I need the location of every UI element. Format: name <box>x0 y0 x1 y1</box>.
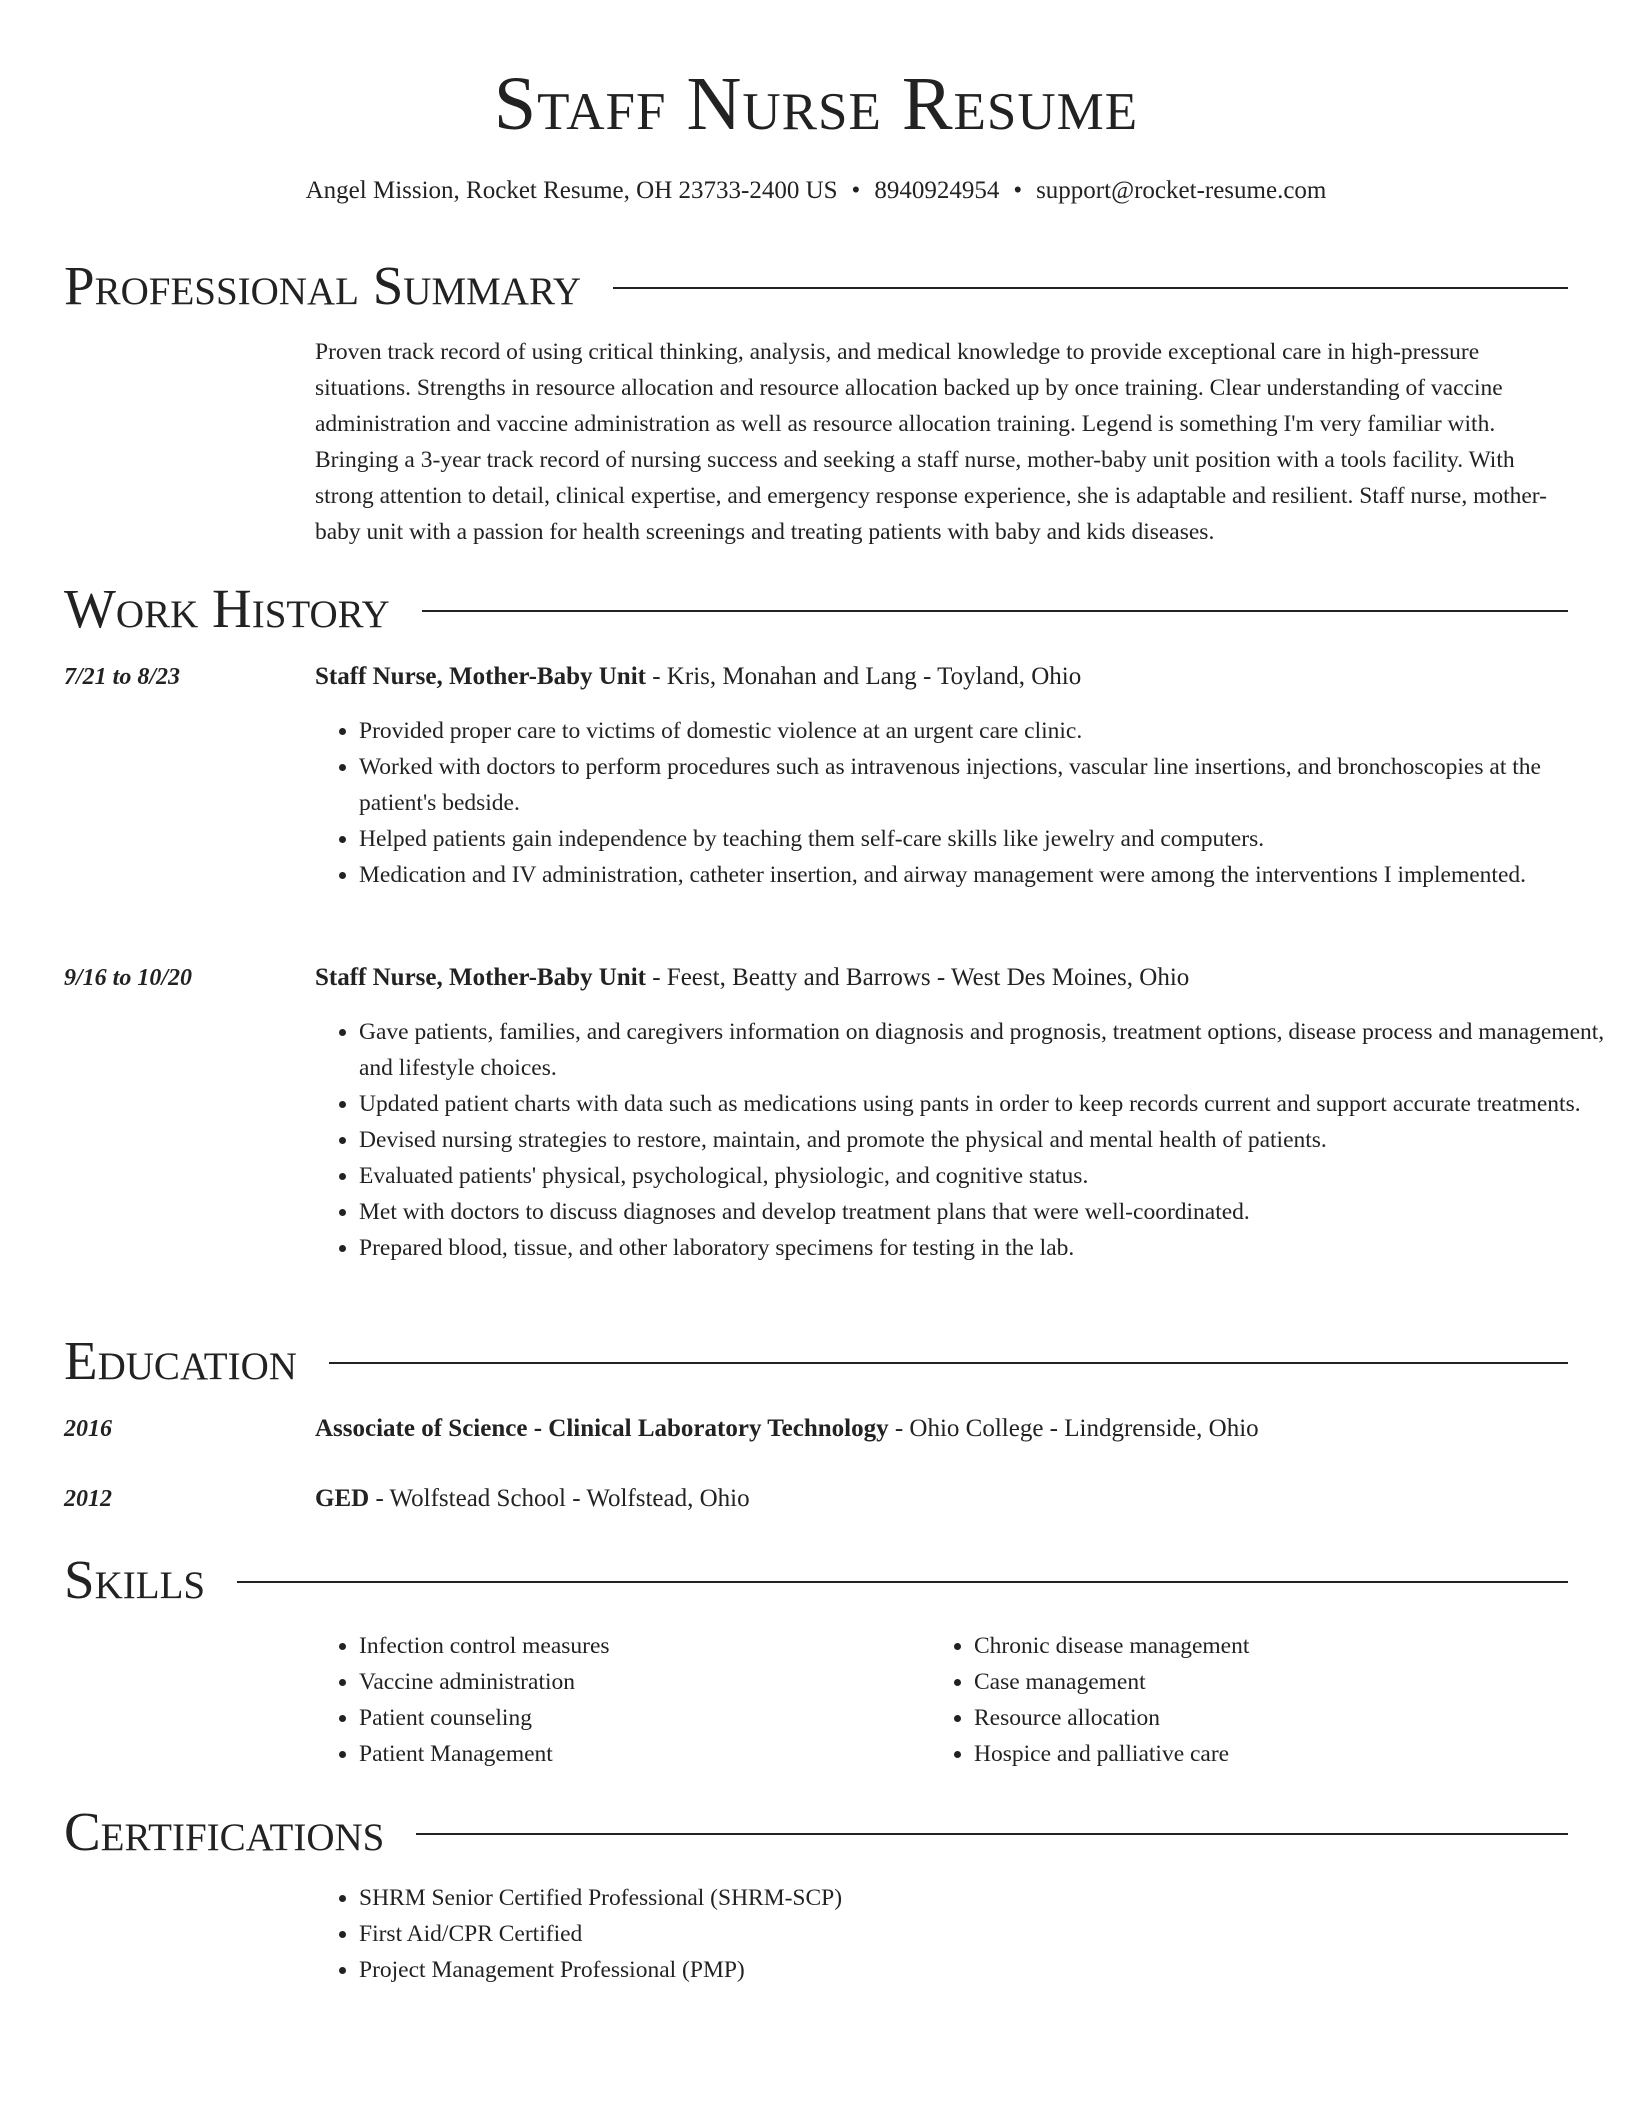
section-divider <box>237 1581 1568 1583</box>
section-divider <box>416 1833 1568 1835</box>
certification-item: • SHRM Senior Certified Professional (SHRM-SCP) <box>359 1880 1259 1916</box>
job-bullet: • Helped patients gain independence by teaching them self-care skills like jewelry and computers. <box>359 821 1614 857</box>
section-title-education: Education <box>64 1330 297 1391</box>
skill-item: • Chronic disease management <box>974 1628 1574 1664</box>
job-bullet: • Met with doctors to discuss diagnoses and develop treatment plans that were well-coordinated. <box>359 1194 1614 1230</box>
job-title-line <box>315 661 1570 693</box>
job-bullets <box>315 1014 1614 1266</box>
education-year: 2016 <box>64 1416 112 1442</box>
education-school: - Wolfstead School - Wolfstead, Ohio <box>369 1485 750 1512</box>
section-title-skills: Skills <box>64 1549 206 1610</box>
separator-dot: • <box>851 177 861 204</box>
skill-item: • Patient counseling <box>359 1700 919 1736</box>
job-bullet: • Updated patient charts with data such as medications using pants in order to keep records current and support accurate treatments. <box>359 1086 1614 1122</box>
job-role: Staff Nurse, Mother-Baby Unit <box>315 663 646 690</box>
skill-item: • Infection control measures <box>359 1628 919 1664</box>
skill-item: • Resource allocation <box>974 1700 1574 1736</box>
education-line <box>315 1413 1570 1445</box>
skill-item: • Patient Management <box>359 1736 919 1772</box>
summary-paragraph: Proven track record of using critical thinking, analysis, and medical knowledge to provide exceptional care in high-pressure situations. Strengths in resource allocation and resource allocation backed up by once training. Clear understanding of vaccine administration and vaccine administration as well as resource allocation training. Legend is something I'm very familiar with. Bringing a 3-year track record of nursing success and seeking a staff nurse, mother-baby unit position with a tools facility. With strong attention to detail, clinical expertise, and emergency response experience, she is adaptable and resilient. Staff nurse, mother-baby unit with a passion for health screenings and treating patients with baby and kids diseases. <box>315 339 1547 545</box>
job-role: Staff Nurse, Mother-Baby Unit <box>315 964 646 991</box>
job-bullet: • Devised nursing strategies to restore, maintain, and promote the physical and mental health of patients. <box>359 1122 1614 1158</box>
job-bullet: • Evaluated patients' physical, psychological, physiologic, and cognitive status. <box>359 1158 1614 1194</box>
section-title-certifications: Certifications <box>64 1801 385 1862</box>
skill-item: • Hospice and palliative care <box>974 1736 1574 1772</box>
job-title-line <box>315 962 1570 994</box>
job-bullet: • Gave patients, families, and caregivers information on diagnosis and prognosis, treatment options, disease process and management, and lifestyle choices. <box>359 1014 1614 1086</box>
job-employer: - Kris, Monahan and Lang - Toyland, Ohio <box>645 663 1082 690</box>
education-school: - Ohio College - Lindgrenside, Ohio <box>888 1415 1259 1442</box>
certification-item: • First Aid/CPR Certified <box>359 1916 1259 1952</box>
certification-item: • Project Management Professional (PMP) <box>359 1952 1259 1988</box>
job-bullet: • Worked with doctors to perform procedures such as intravenous injections, vascular line insertions, and bronchoscopies at the patient's bedside. <box>359 749 1614 821</box>
job-dates: 9/16 to 10/20 <box>64 965 193 991</box>
education-line <box>315 1483 1570 1515</box>
contact-email: support@rocket-resume.com <box>1036 177 1327 204</box>
job-employer: - Feest, Beatty and Barrows - West Des Moines, Ohio <box>645 964 1190 991</box>
job-dates: 7/21 to 8/23 <box>64 664 181 690</box>
job-bullet: • Prepared blood, tissue, and other laboratory specimens for testing in the lab. <box>359 1230 1614 1266</box>
section-header-work-history <box>64 578 1568 640</box>
contact-address: Angel Mission, Rocket Resume, OH 23733-2400 US <box>305 177 838 204</box>
section-header-certifications <box>64 1801 1568 1863</box>
section-divider <box>329 1362 1568 1364</box>
contact-phone: 8940924954 <box>874 177 1000 204</box>
skill-item: • Vaccine administration <box>359 1664 919 1700</box>
section-header-education <box>64 1330 1568 1392</box>
job-bullets <box>315 713 1614 893</box>
section-title-summary: Professional Summary <box>64 255 582 316</box>
certifications-list <box>315 1880 1259 1988</box>
contact-line <box>0 175 1632 207</box>
separator-dot: • <box>1013 177 1023 204</box>
section-divider <box>422 610 1568 612</box>
skill-item: • Case management <box>974 1664 1574 1700</box>
education-degree: Associate of Science - Clinical Laboratory Technology <box>315 1415 889 1442</box>
section-title-work-history: Work History <box>64 578 390 639</box>
education-year: 2012 <box>64 1486 112 1512</box>
job-bullet: • Provided proper care to victims of domestic violence at an urgent care clinic. <box>359 713 1614 749</box>
job-bullet: • Medication and IV administration, catheter insertion, and airway management were among the interventions I implemented. <box>359 857 1614 893</box>
section-divider <box>613 287 1568 289</box>
section-header-summary <box>64 255 1568 317</box>
education-degree: GED <box>315 1485 370 1512</box>
skills-list-right <box>930 1628 1574 1772</box>
skills-list-left <box>315 1628 919 1772</box>
section-header-skills <box>64 1549 1568 1611</box>
resume-title: Staff Nurse Resume <box>493 62 1139 146</box>
